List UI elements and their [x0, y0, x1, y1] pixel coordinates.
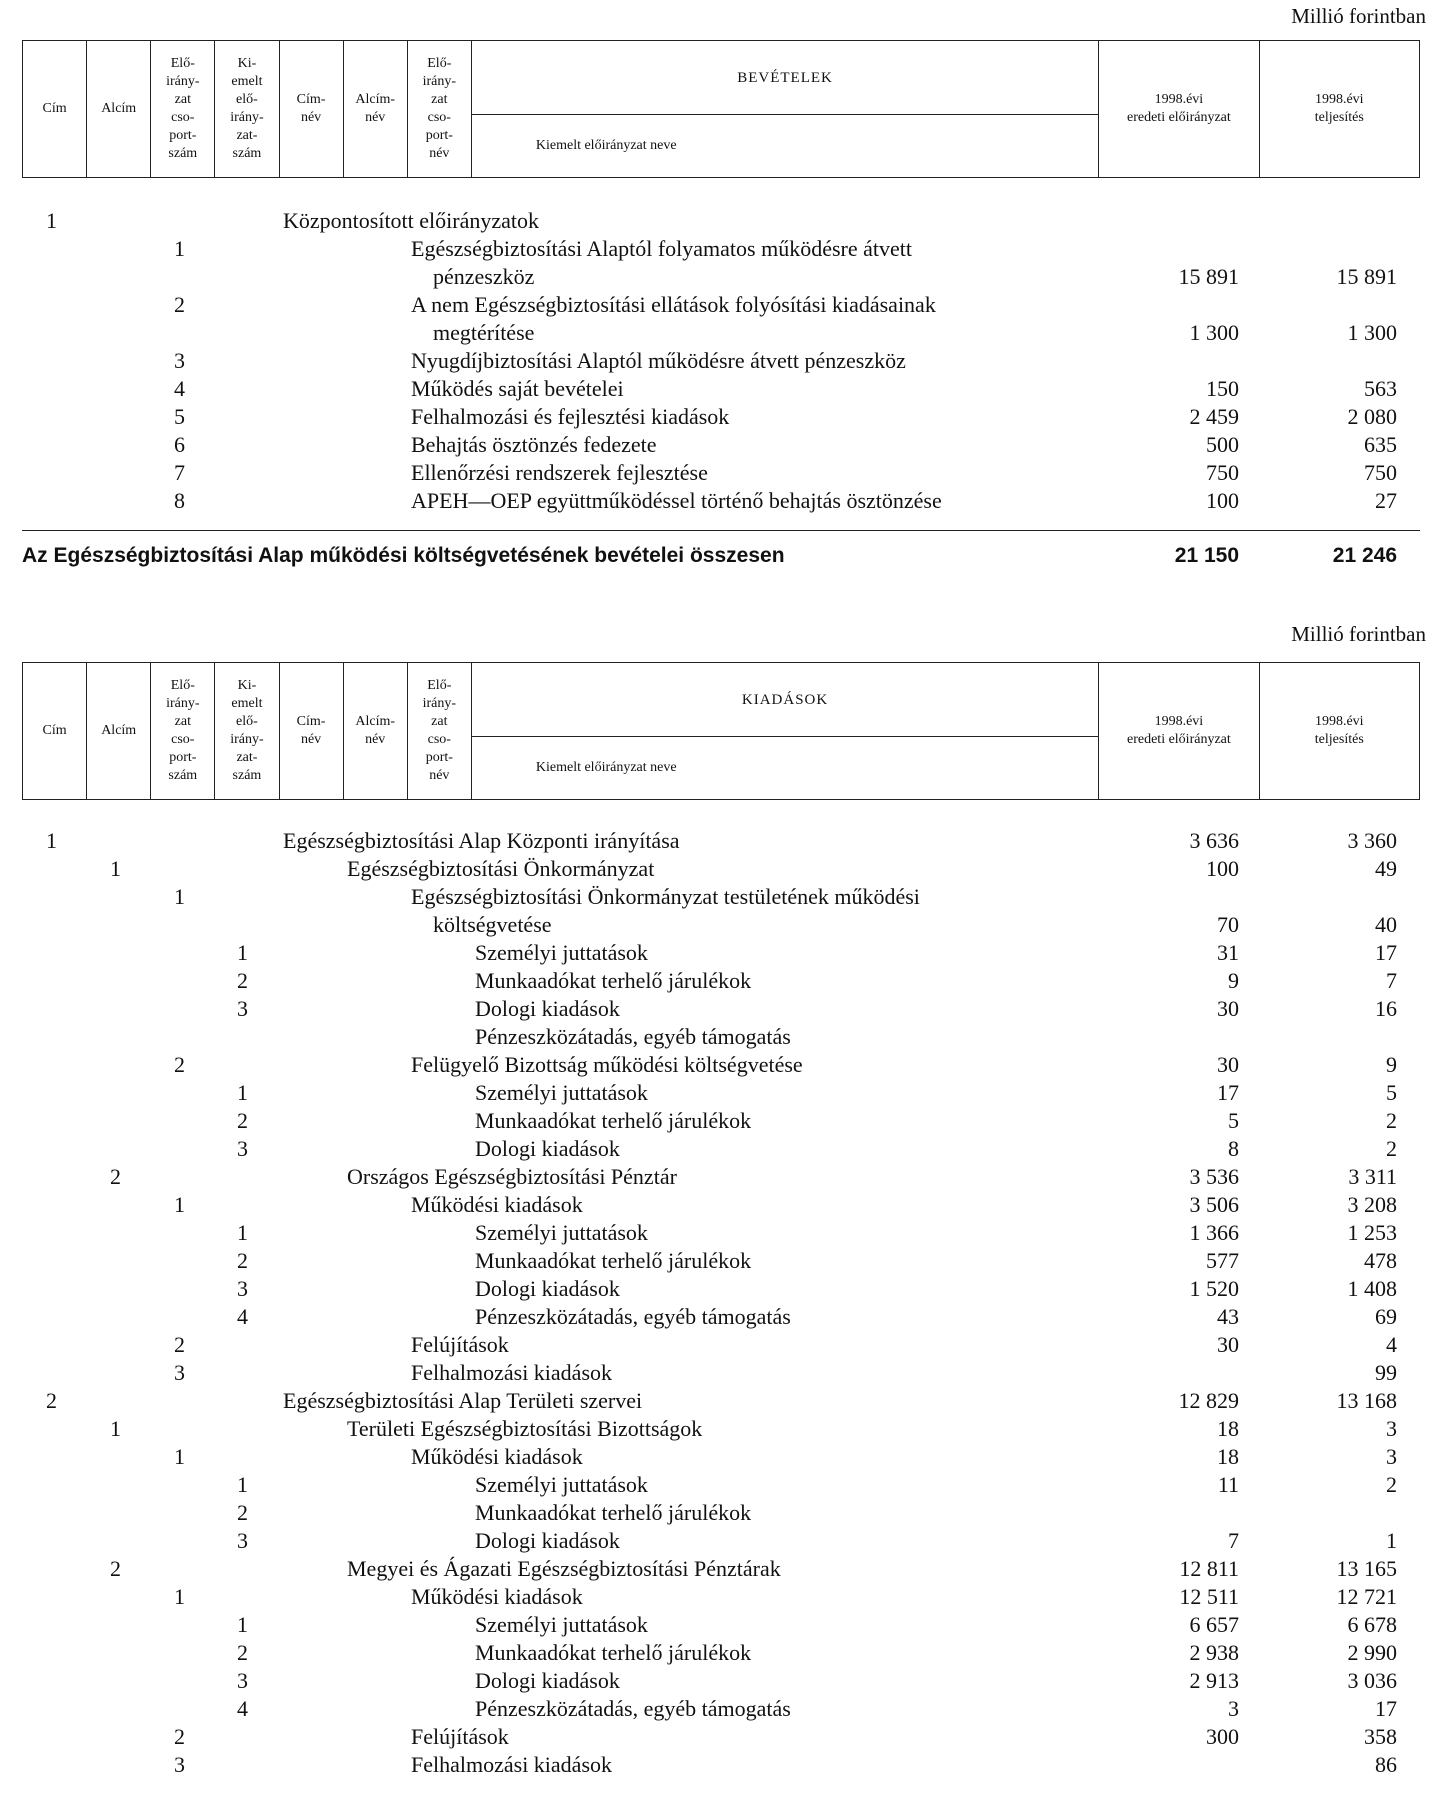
table-row	[0, 1303, 1438, 1331]
row-name: Munkaadókat terhelő járulékok	[475, 968, 752, 993]
row-teljesites: 3	[1386, 1444, 1397, 1469]
table-row	[0, 883, 1438, 911]
total-label: Az Egészségbiztosítási Alap működési költségvetésének bevételei összesen	[22, 544, 785, 567]
row-name: Működés saját bevételei	[411, 376, 624, 401]
row-code: 2	[237, 1500, 248, 1525]
row-code: 2	[237, 968, 248, 993]
row-teljesites: 49	[1375, 856, 1397, 881]
table-row	[0, 827, 1438, 855]
row-code: 1	[174, 1444, 185, 1469]
row-teljesites: 13 168	[1336, 1388, 1397, 1413]
table-row	[0, 1639, 1438, 1667]
row-name: Dologi kiadások	[475, 1528, 620, 1553]
header-kiemelt-nev: Kiemelt előirányzat neve	[471, 737, 1098, 800]
row-eredeti: 3	[1228, 1696, 1239, 1721]
row-code: 2	[110, 1164, 121, 1189]
header-eloiranyzat-csoport: Elő- irány- zat cso- port- szám	[151, 663, 215, 800]
row-eredeti: 6 657	[1189, 1612, 1239, 1637]
table-row	[0, 375, 1438, 403]
revenue-total-row	[0, 542, 1438, 570]
total-teljesites: 21 246	[1332, 544, 1397, 567]
row-code: 2	[237, 1108, 248, 1133]
row-eredeti: 30	[1217, 1052, 1239, 1077]
row-name: Személyi juttatások	[475, 940, 648, 965]
row-name: Ellenőrzési rendszerek fejlesztése	[411, 460, 708, 485]
row-teljesites: 5	[1386, 1080, 1397, 1105]
row-code: 2	[237, 1248, 248, 1273]
row-code: 1	[110, 1416, 121, 1441]
row-name: Munkaadókat terhelő járulékok	[475, 1108, 752, 1133]
row-code: 2	[174, 1724, 185, 1749]
table-row	[0, 1583, 1438, 1611]
row-teljesites: 1 253	[1347, 1220, 1397, 1245]
row-eredeti: 100	[1206, 856, 1239, 881]
table-row	[0, 403, 1438, 431]
row-code: 3	[237, 1136, 248, 1161]
header-cim-nev: Cím- név	[279, 663, 343, 800]
row-code: 4	[237, 1696, 248, 1721]
table-row	[0, 855, 1438, 883]
row-code: 3	[174, 1360, 185, 1385]
row-teljesites: 635	[1364, 432, 1397, 457]
table-row	[0, 1611, 1438, 1639]
table-row	[0, 1443, 1438, 1471]
row-name: Egészségbiztosítási Alaptól folyamatos működésre átvett	[411, 236, 912, 261]
unit-label: Millió forintban	[1291, 4, 1426, 28]
header-teljesites: 1998.évi teljesítés	[1259, 663, 1419, 800]
row-teljesites: 358	[1364, 1724, 1397, 1749]
table-row	[0, 1163, 1438, 1191]
row-name: Felhalmozási kiadások	[411, 1752, 613, 1777]
row-eredeti: 18	[1217, 1416, 1239, 1441]
table-row	[0, 1527, 1438, 1555]
total-eredeti: 21 150	[1174, 544, 1239, 567]
row-name: Felújítások	[411, 1332, 509, 1357]
row-code: 1	[174, 1584, 185, 1609]
row-name: Munkaadókat terhelő járulékok	[475, 1248, 752, 1273]
table-row	[0, 431, 1438, 459]
row-code: 1	[174, 236, 185, 261]
row-name: Megyei és Ágazati Egészségbiztosítási Pénztárak	[347, 1556, 781, 1581]
row-eredeti: 30	[1217, 1332, 1239, 1357]
row-eredeti: 31	[1217, 940, 1239, 965]
row-eredeti: 1 520	[1189, 1276, 1239, 1301]
section-title-bevetelek: BEVÉTELEK	[471, 41, 1098, 115]
row-code: 7	[174, 460, 185, 485]
row-name: Felhalmozási és fejlesztési kiadások	[411, 404, 730, 429]
header-kiemelt-nev: Kiemelt előirányzat neve	[471, 115, 1098, 178]
row-teljesites: 3 360	[1347, 828, 1397, 853]
row-name: Személyi juttatások	[475, 1080, 648, 1105]
row-name: Pénzeszközátadás, egyéb támogatás	[475, 1696, 791, 1721]
row-code: 6	[174, 432, 185, 457]
table-row	[0, 1499, 1438, 1527]
row-code: 3	[237, 996, 248, 1021]
row-eredeti: 5	[1228, 1108, 1239, 1133]
row-name: költségvetése	[433, 912, 552, 937]
row-name: Egészségbiztosítási Alap Központi irányítása	[283, 828, 680, 853]
row-name: Egészségbiztosítási Alap Területi szervei	[283, 1388, 643, 1413]
row-name: pénzeszköz	[433, 264, 535, 289]
row-teljesites: 3 036	[1347, 1668, 1397, 1693]
table-row	[0, 291, 1438, 319]
table-row	[0, 1723, 1438, 1751]
row-teljesites: 40	[1375, 912, 1397, 937]
table-row	[0, 939, 1438, 967]
row-teljesites: 17	[1375, 1696, 1397, 1721]
unit-label-2: Millió forintban	[1291, 622, 1426, 646]
header-cim: Cím	[23, 41, 87, 178]
header-cim: Cím	[23, 663, 87, 800]
row-eredeti: 7	[1228, 1528, 1239, 1553]
row-code: 3	[237, 1668, 248, 1693]
row-name: Munkaadókat terhelő járulékok	[475, 1640, 752, 1665]
table-row	[0, 1247, 1438, 1275]
row-name: Személyi juttatások	[475, 1472, 648, 1497]
row-teljesites: 86	[1375, 1752, 1397, 1777]
row-teljesites: 2	[1386, 1136, 1397, 1161]
row-eredeti: 17	[1217, 1080, 1239, 1105]
table-row	[0, 1331, 1438, 1359]
header-eloiranyzat-csoport: Elő- irány- zat cso- port- szám	[151, 41, 215, 178]
table-row	[0, 319, 1438, 347]
row-name: Felügyelő Bizottság működési költségvetése	[411, 1052, 803, 1077]
row-code: 4	[174, 376, 185, 401]
row-code: 3	[237, 1276, 248, 1301]
row-teljesites: 7	[1386, 968, 1397, 993]
table-row	[0, 1695, 1438, 1723]
row-teljesites: 4	[1386, 1332, 1397, 1357]
header-alcim: Alcím	[87, 663, 151, 800]
table-row	[0, 1751, 1438, 1779]
row-eredeti: 12 511	[1179, 1584, 1239, 1609]
revenue-table-header	[22, 40, 1420, 178]
row-eredeti: 1 300	[1189, 320, 1239, 345]
row-teljesites: 3 208	[1347, 1192, 1397, 1217]
row-name: Dologi kiadások	[475, 1276, 620, 1301]
row-code: 1	[237, 1472, 248, 1497]
expense-table-header	[22, 662, 1420, 800]
row-eredeti: 150	[1206, 376, 1239, 401]
row-code: 2	[110, 1556, 121, 1581]
row-code: 1	[237, 1612, 248, 1637]
row-name: Személyi juttatások	[475, 1220, 648, 1245]
row-teljesites: 563	[1364, 376, 1397, 401]
row-eredeti: 300	[1206, 1724, 1239, 1749]
table-row	[0, 1555, 1438, 1583]
section-title-kiadasok: KIADÁSOK	[471, 663, 1098, 737]
row-teljesites: 13 165	[1336, 1556, 1397, 1581]
table-row	[0, 1107, 1438, 1135]
row-code: 1	[237, 1220, 248, 1245]
table-row	[0, 995, 1438, 1023]
header-eredeti-eloiranyzat: 1998.évi eredeti előirányzat	[1099, 41, 1259, 178]
row-name: Működési kiadások	[411, 1444, 583, 1469]
row-name: Pénzeszközátadás, egyéb támogatás	[475, 1304, 791, 1329]
row-eredeti: 2 913	[1189, 1668, 1239, 1693]
header-kiemelt-szam: Ki- emelt elő- irány- zat- szám	[215, 663, 279, 800]
header-kiemelt-szam: Ki- emelt elő- irány- zat- szám	[215, 41, 279, 178]
header-cim-nev: Cím- név	[279, 41, 343, 178]
row-name: Működési kiadások	[411, 1192, 583, 1217]
row-teljesites: 2 990	[1347, 1640, 1397, 1665]
row-code: 8	[174, 488, 185, 513]
row-name: Egészségbiztosítási Önkormányzat	[347, 856, 655, 881]
row-teljesites: 2	[1386, 1472, 1397, 1497]
row-eredeti: 11	[1217, 1472, 1239, 1497]
table-row	[0, 967, 1438, 995]
table-row	[0, 1359, 1438, 1387]
row-teljesites: 9	[1386, 1052, 1397, 1077]
row-name: Területi Egészségbiztosítási Bizottságok	[347, 1416, 703, 1441]
row-name: A nem Egészségbiztosítási ellátások folyósítási kiadásainak	[411, 292, 936, 317]
row-eredeti: 1 366	[1189, 1220, 1239, 1245]
row-eredeti: 12 811	[1179, 1556, 1239, 1581]
row-name: Országos Egészségbiztosítási Pénztár	[347, 1164, 677, 1189]
table-row	[0, 1219, 1438, 1247]
header-teljesites: 1998.évi teljesítés	[1259, 41, 1419, 178]
row-teljesites: 3 311	[1348, 1164, 1397, 1189]
row-eredeti: 577	[1206, 1248, 1239, 1273]
row-code: 3	[174, 1752, 185, 1777]
row-eredeti: 9	[1228, 968, 1239, 993]
row-teljesites: 6 678	[1347, 1612, 1397, 1637]
row-teljesites: 69	[1375, 1304, 1397, 1329]
total-separator	[22, 530, 1420, 531]
row-code: 5	[174, 404, 185, 429]
row-teljesites: 27	[1375, 488, 1397, 513]
row-eredeti: 70	[1217, 912, 1239, 937]
row-code: 1	[174, 1192, 185, 1217]
row-teljesites: 750	[1364, 460, 1397, 485]
table-row	[0, 1051, 1438, 1079]
header-csoport-nev: Elő- irány- zat cso- port- név	[407, 663, 471, 800]
table-row	[0, 1079, 1438, 1107]
table-row	[0, 207, 1438, 235]
table-row	[0, 459, 1438, 487]
header-alcim: Alcím	[87, 41, 151, 178]
row-eredeti: 750	[1206, 460, 1239, 485]
row-teljesites: 3	[1386, 1416, 1397, 1441]
table-row	[0, 235, 1438, 263]
row-name: Központosított előirányzatok	[283, 208, 539, 233]
row-code: 2	[174, 1052, 185, 1077]
row-name: Személyi juttatások	[475, 1612, 648, 1637]
table-row	[0, 263, 1438, 291]
row-eredeti: 2 459	[1189, 404, 1239, 429]
row-eredeti: 15 891	[1178, 264, 1239, 289]
row-teljesites: 2	[1386, 1108, 1397, 1133]
row-name: Behajtás ösztönzés fedezete	[411, 432, 657, 457]
row-name: Felújítások	[411, 1724, 509, 1749]
row-teljesites: 99	[1375, 1360, 1397, 1385]
row-eredeti: 43	[1217, 1304, 1239, 1329]
row-code: 1	[46, 208, 57, 233]
table-row	[0, 487, 1438, 515]
row-teljesites: 15 891	[1336, 264, 1397, 289]
row-teljesites: 1	[1386, 1528, 1397, 1553]
row-code: 3	[174, 348, 185, 373]
row-eredeti: 12 829	[1178, 1388, 1239, 1413]
row-eredeti: 18	[1217, 1444, 1239, 1469]
row-name: Nyugdíjbiztosítási Alaptól működésre átvett pénzeszköz	[411, 348, 906, 373]
table-row	[0, 1387, 1438, 1415]
row-teljesites: 16	[1375, 996, 1397, 1021]
row-name: Munkaadókat terhelő járulékok	[475, 1500, 752, 1525]
row-name: megtérítése	[433, 320, 535, 345]
row-name: Működési kiadások	[411, 1584, 583, 1609]
table-row	[0, 1023, 1438, 1051]
row-teljesites: 1 408	[1347, 1276, 1397, 1301]
row-eredeti: 500	[1206, 432, 1239, 457]
row-name: Egészségbiztosítási Önkormányzat testületének működési	[411, 884, 920, 909]
row-code: 3	[237, 1528, 248, 1553]
row-teljesites: 478	[1364, 1248, 1397, 1273]
row-teljesites: 12 721	[1336, 1584, 1397, 1609]
row-code: 2	[237, 1640, 248, 1665]
row-teljesites: 17	[1375, 940, 1397, 965]
row-eredeti: 3 636	[1189, 828, 1239, 853]
table-row	[0, 1275, 1438, 1303]
row-code: 2	[174, 1332, 185, 1357]
row-code: 1	[110, 856, 121, 881]
row-code: 4	[237, 1304, 248, 1329]
row-code: 1	[237, 940, 248, 965]
header-csoport-nev: Elő- irány- zat cso- port- név	[407, 41, 471, 178]
row-eredeti: 3 506	[1189, 1192, 1239, 1217]
header-eredeti-eloiranyzat: 1998.évi eredeti előirányzat	[1099, 663, 1259, 800]
row-name: Dologi kiadások	[475, 1136, 620, 1161]
row-eredeti: 8	[1228, 1136, 1239, 1161]
table-row	[0, 1415, 1438, 1443]
table-row	[0, 1191, 1438, 1219]
row-name: Dologi kiadások	[475, 1668, 620, 1693]
row-code: 1	[237, 1080, 248, 1105]
row-eredeti: 2 938	[1189, 1640, 1239, 1665]
row-code: 2	[174, 292, 185, 317]
row-code: 2	[46, 1388, 57, 1413]
table-row	[0, 1135, 1438, 1163]
row-name: APEH—OEP együttműködéssel történő behajtás ösztönzése	[411, 488, 942, 513]
row-eredeti: 3 536	[1189, 1164, 1239, 1189]
header-alcim-nev: Alcím- név	[343, 41, 407, 178]
row-code: 1	[46, 828, 57, 853]
row-eredeti: 100	[1206, 488, 1239, 513]
table-row	[0, 1667, 1438, 1695]
row-name: Dologi kiadások	[475, 996, 620, 1021]
table-row	[0, 911, 1438, 939]
row-teljesites: 1 300	[1347, 320, 1397, 345]
row-teljesites: 2 080	[1347, 404, 1397, 429]
row-code: 1	[174, 884, 185, 909]
header-alcim-nev: Alcím- név	[343, 663, 407, 800]
table-row	[0, 1471, 1438, 1499]
row-name: Pénzeszközátadás, egyéb támogatás	[475, 1024, 791, 1049]
row-eredeti: 30	[1217, 996, 1239, 1021]
row-name: Felhalmozási kiadások	[411, 1360, 613, 1385]
table-row	[0, 347, 1438, 375]
